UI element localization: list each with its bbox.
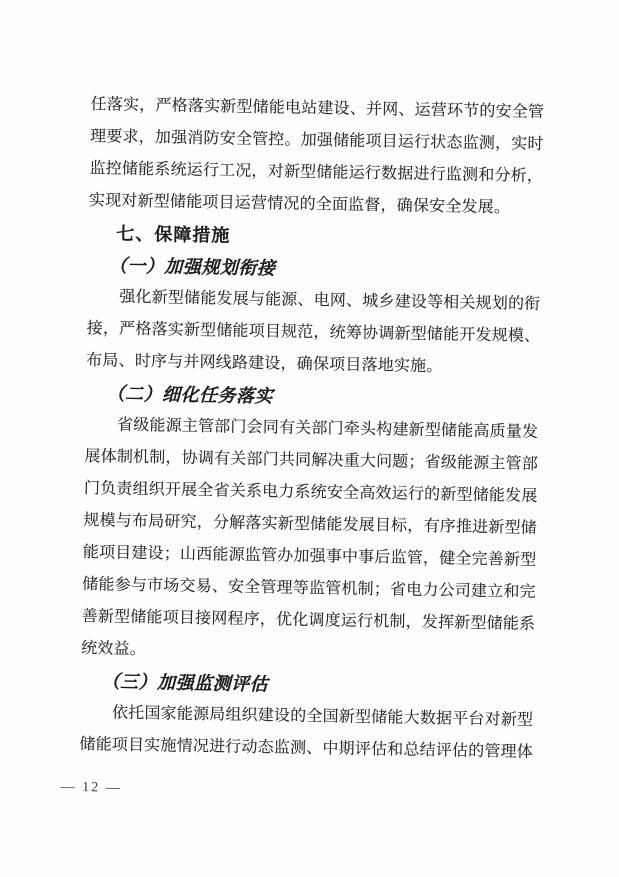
body-text-line: 展体制机制，协调有关部门共同解决重大问题；省级能源主管部 [84, 448, 539, 473]
page-number: — 12 — [60, 779, 122, 796]
body-text-line: 规模与布局研究，分解落实新型储能发展目标，有序推进新型储 [83, 512, 538, 537]
body-text-line: 强化新型储能发展与能源、电网、城乡建设等相关规划的衔 [119, 288, 541, 314]
subsection-heading-2: （二）细化任务落实 [106, 383, 274, 407]
body-text-line: 储能项目实施情况进行动态监测、中期评估和总结评估的管理体 [79, 736, 534, 761]
body-text-line: 接，严格落实新型储能项目规范，统筹协调新型储能开发规模、 [86, 320, 541, 346]
body-text-line: 统效益。 [81, 640, 147, 659]
subsection-heading-3: （三）加强监测评估 [101, 671, 269, 695]
body-text-line: 门负责组织开展全省关系电力系统安全高效运行的新型储能发展 [83, 480, 538, 505]
body-text-line: 依托国家能源局组织建设的全国新型储能大数据平台对新型 [111, 704, 534, 729]
section-heading: 七、保障措施 [116, 223, 231, 246]
body-text-line: 理要求，加强消防安全管控。加强储能项目运行状态监测，实时 [89, 128, 544, 154]
body-text-line: 实现对新型储能项目运营情况的全面监督，确保安全发展。 [88, 192, 511, 217]
body-text-line: 善新型储能项目接网程序，优化调度运行机制，发挥新型储能系 [81, 608, 536, 633]
body-text-line: 布局、时序与并网线路建设，确保项目落地实施。 [86, 352, 443, 376]
body-text-line: 省级能源主管部门会同有关部门牵头构建新型储能高质量发 [116, 416, 539, 441]
body-text-line: 能项目建设；山西能源监管办加强事中事后监管，健全完善新型 [82, 544, 537, 569]
subsection-heading-1: （一）加强规划衔接 [108, 255, 276, 279]
body-text-line: 储能参与市场交易、安全管理等监管机制；省电力公司建立和完 [82, 576, 536, 601]
body-text-line: 监控储能系统运行工况，对新型储能运行数据进行监测和分析， [89, 160, 544, 186]
text-column [79, 89, 559, 769]
body-text-line: 任落实，严格落实新型储能电站建设、并网、运营环节的安全管 [90, 96, 545, 122]
